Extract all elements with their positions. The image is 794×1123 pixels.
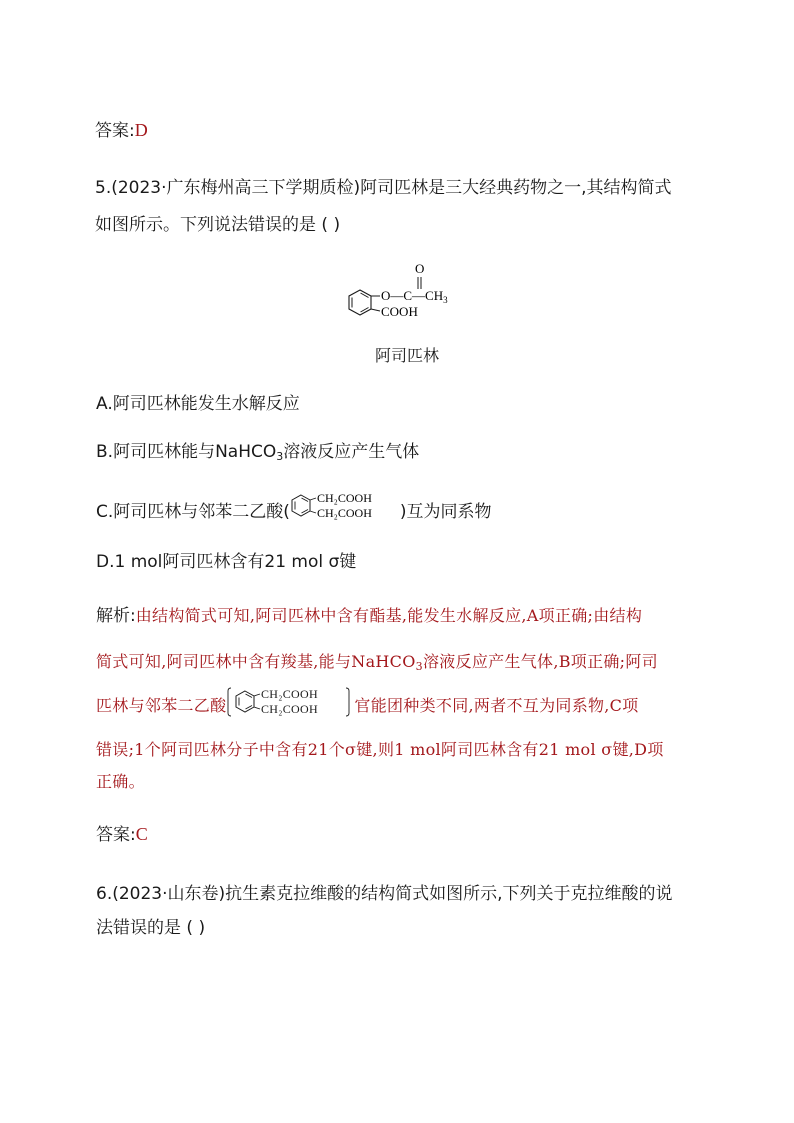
aspirin-structure <box>340 258 480 328</box>
explanation-line-4: 错误;1个阿司匹林分子中含有21个σ键,则1 mol阿司匹林含有21 mol σ键,D项 <box>96 740 664 759</box>
structure-caption: 阿司匹林 <box>375 346 440 365</box>
option-a: A.阿司匹林能发生水解反应 <box>96 394 300 414</box>
question-5-stem-line-1: 5.(2023·广东梅州高三下学期质检)阿司匹林是三大经典药物之一,其结构简式 <box>95 178 672 198</box>
carbonyl-oxygen: O <box>415 261 425 276</box>
benzenediacetic-acid-structure <box>290 489 400 523</box>
explanation-label: 解析 <box>96 606 130 626</box>
ester-chain: $O—C—CH_3$ <box>381 288 448 305</box>
answer-value: C <box>135 824 148 844</box>
explanation-line-1: 解析:由结构简式可知,阿司匹林中含有酯基,能发生水解反应,A项正确;由结构 <box>96 606 643 626</box>
carboxyl-group: COOH <box>381 304 418 319</box>
side-chain-bottom-expl: CH₂COOH <box>261 701 319 716</box>
explanation-line-3: 匹林与邻苯二乙酸 CH₂COOH CH₂COOH 官能团种类不同,两者不互为同系物,C项 <box>96 694 639 719</box>
benzenediacetic-acid-structure-explanation <box>226 685 354 719</box>
option-d: D.1 mol阿司匹林含有21 mol σ键 <box>96 552 357 572</box>
answer-line-q5: 答案:C <box>96 824 148 845</box>
option-b: B.阿司匹林能与NaHCO$_3$溶液反应产生气体 <box>96 442 420 463</box>
answer-value: D <box>134 120 148 140</box>
explanation-line-2: 简式可知,阿司匹林中含有羧基,能与NaHCO$_3$溶液反应产生气体,B项正确;阿司 <box>96 652 658 673</box>
explanation-line-5: 正确。 <box>96 772 145 791</box>
answer-label: 答案 <box>95 121 129 141</box>
answer-line-q4: 答案:D <box>95 120 148 141</box>
question-6-stem-line-1: 6.(2023·山东卷)抗生素克拉维酸的结构简式如图所示,下列关于克拉维酸的说 <box>96 884 673 904</box>
side-chain-top-expl: CH₂COOH <box>261 686 319 701</box>
question-5-stem-line-2: 如图所示。下列说法错误的是 ( ) <box>95 215 341 235</box>
question-6-stem-line-2: 法错误的是 ( ) <box>96 918 206 938</box>
option-c: C.阿司匹林与邻苯二乙酸( CH₂COOH CH₂COOH )互为同系物 <box>96 491 492 522</box>
side-chain-bottom: CH₂COOH <box>316 506 372 520</box>
side-chain-top: CH₂COOH <box>316 491 372 505</box>
